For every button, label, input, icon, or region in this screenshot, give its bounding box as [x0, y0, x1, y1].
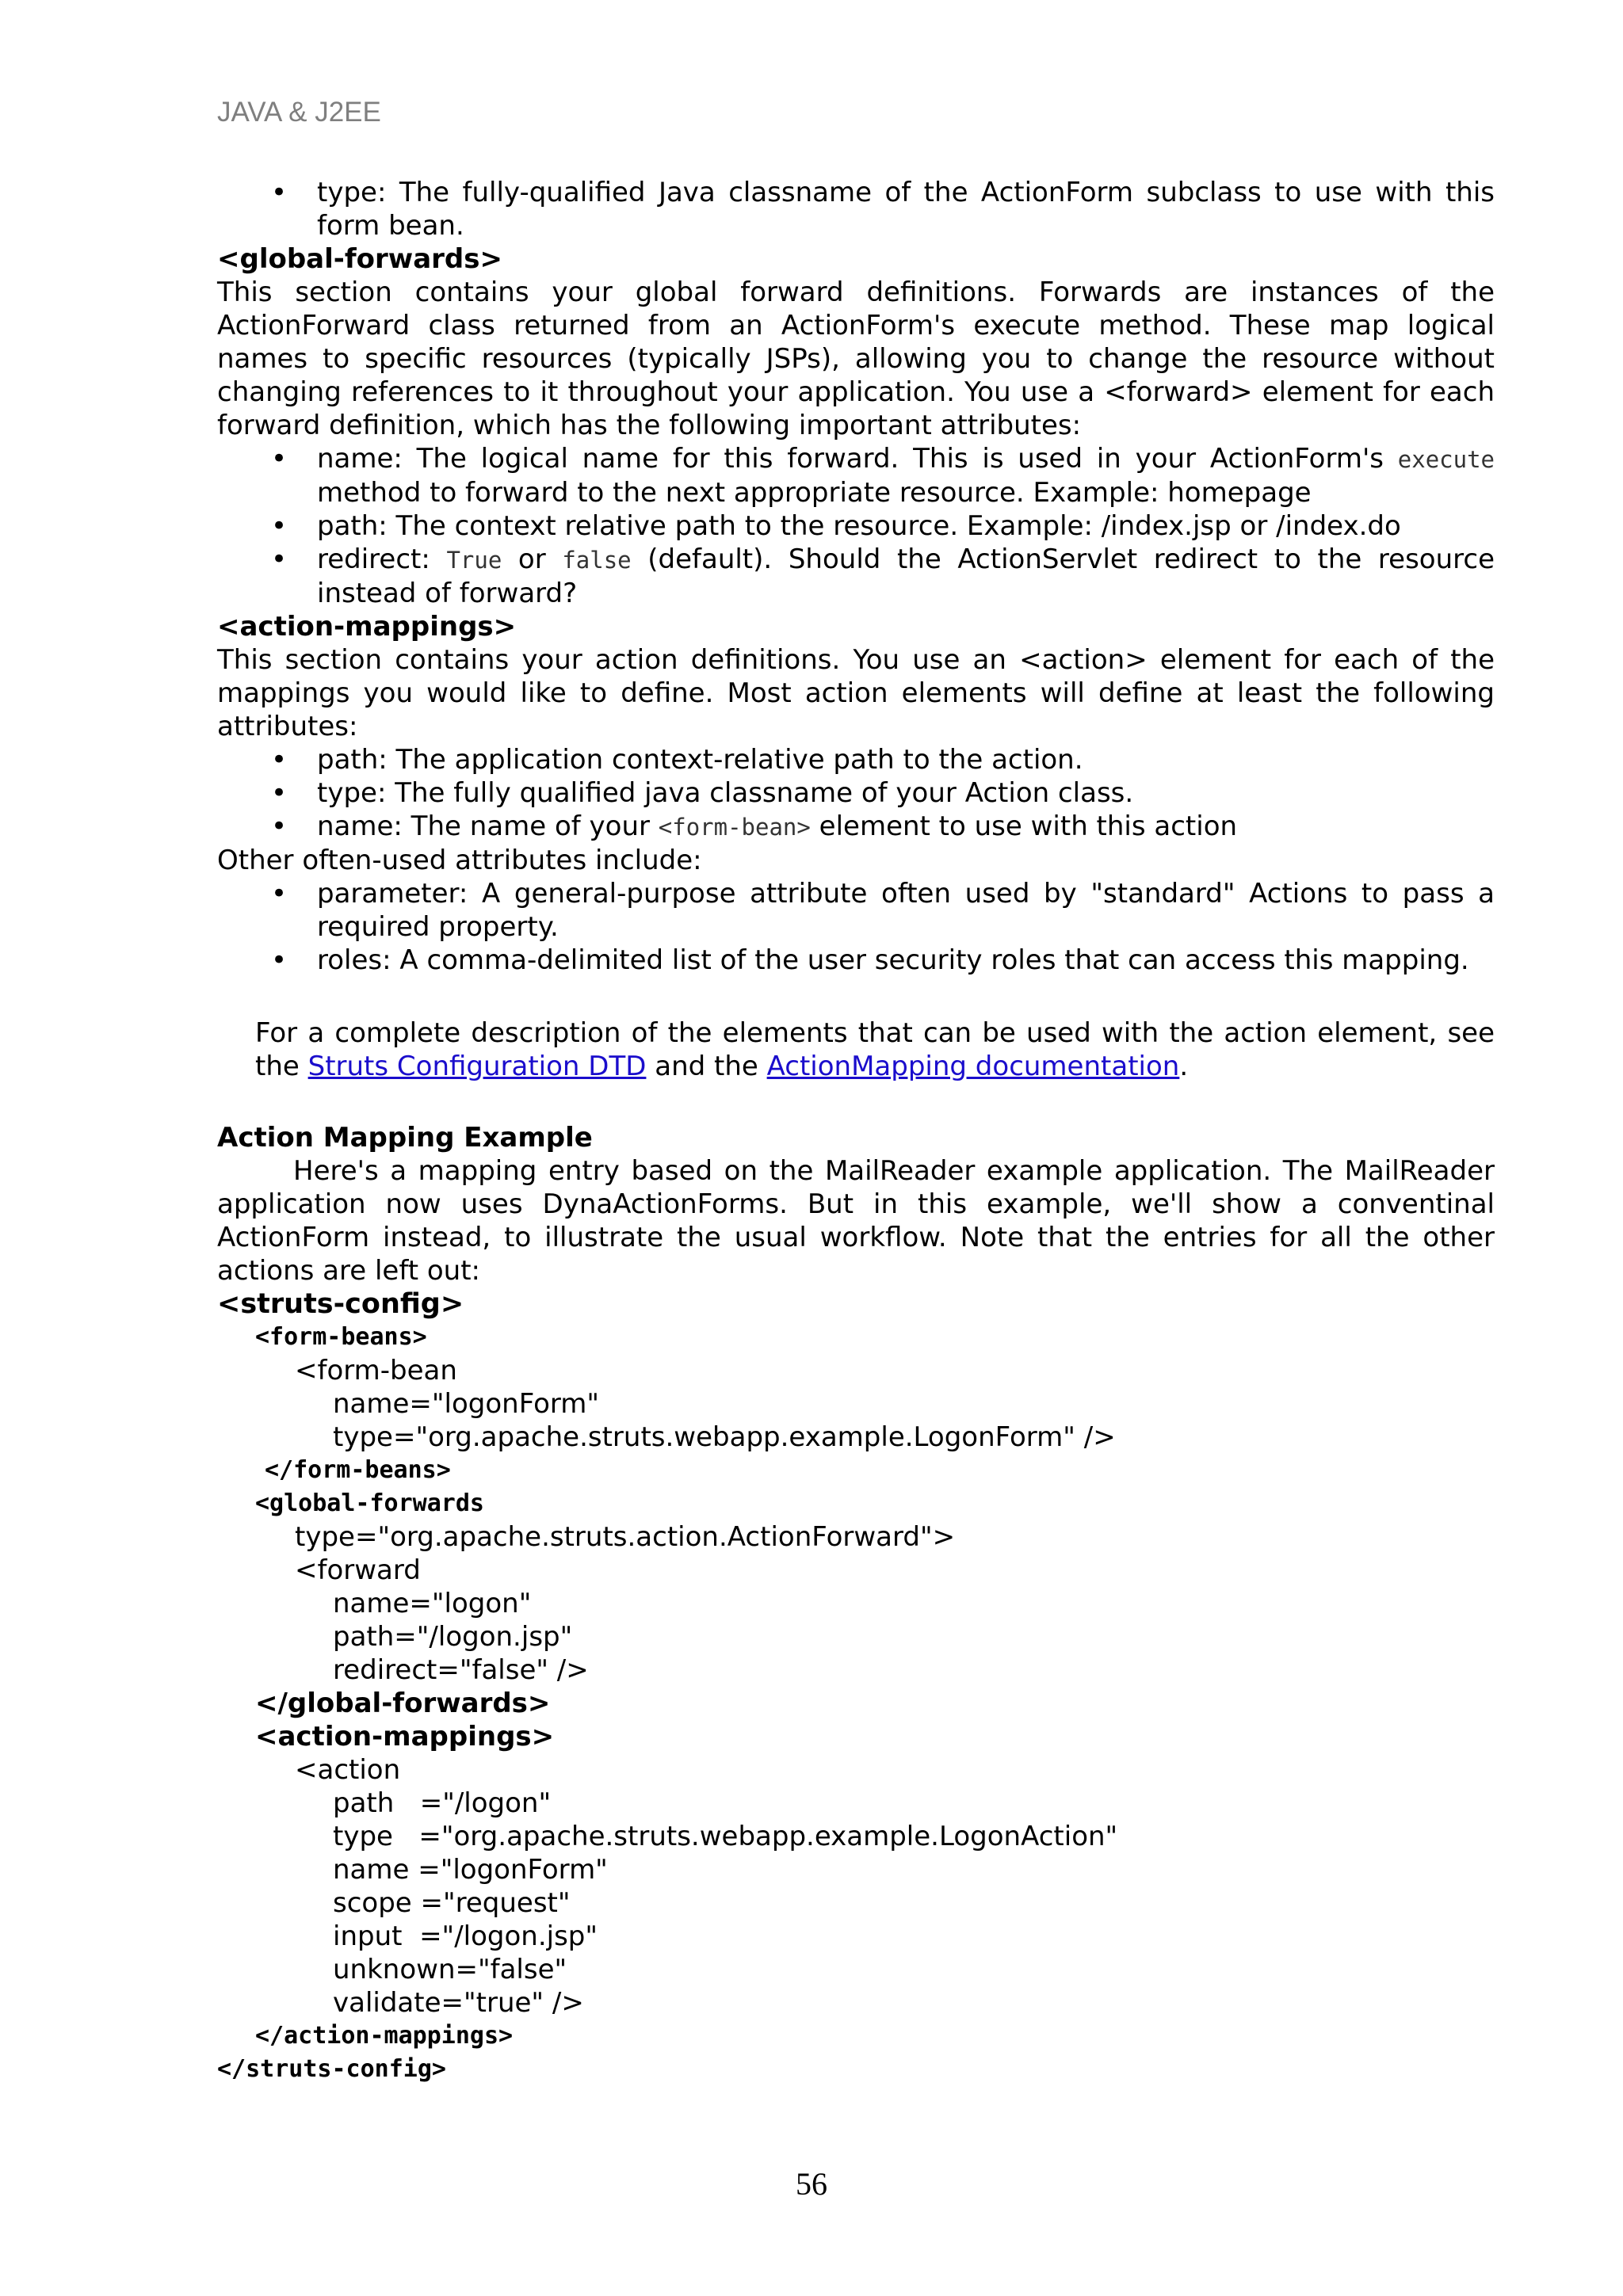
code-line: input ="/logon.jsp"	[333, 1920, 598, 1952]
list-item: • type: The fully-qualified Java classname of the ActionForm subclass to use with this form bean.	[217, 176, 1495, 242]
code-line: name="logonForm"	[333, 1388, 600, 1420]
code-line: <form-beans>	[255, 1323, 427, 1351]
code-line: redirect="false" />	[333, 1654, 589, 1686]
section-heading-global-forwards: <global-forwards>	[217, 243, 502, 275]
text: name: The name of your	[317, 810, 659, 842]
code-line: name ="logonForm"	[333, 1854, 608, 1886]
paragraph: Here's a mapping entry based on the MailReader example application. The MailReader application now uses DynaActionForms. But in this example, we'll show a conventinal ActionForm instead, to illustrate the usual workflow. Note that the entries for all the other actions are left out:	[217, 1155, 1495, 1287]
text: method to forward to the next appropriate resource. Example: homepage	[317, 477, 1312, 509]
text: (default). Should the ActionServlet redirect to the resource instead of forward?	[317, 543, 1495, 609]
section-heading-action-mappings: <action-mappings>	[217, 611, 517, 643]
section-heading-action-mapping-example: Action Mapping Example	[217, 1122, 593, 1154]
paragraph: This section contains your action definitions. You use an <action> element for each of the mappings you would like to define. Most action elements will define at least the following attributes:	[217, 644, 1495, 742]
code-line: scope ="request"	[333, 1887, 571, 1919]
page-number: 56	[796, 2166, 827, 2202]
bullet-list	[217, 743, 1495, 844]
list-item: • roles: A comma-delimited list of the user security roles that can access this mapping.	[217, 944, 1495, 977]
code-line: </form-beans>	[265, 1456, 451, 1484]
paragraph: Other often-used attributes include:	[217, 845, 702, 876]
struts-configuration-dtd-link[interactable]: Struts Configuration DTD	[307, 1051, 647, 1082]
code-line: </global-forwards>	[255, 1688, 551, 1719]
code-text: <form-bean>	[658, 814, 811, 841]
code-line: validate="true" />	[333, 1987, 584, 2019]
page-body	[217, 176, 1495, 2086]
actionmapping-documentation-link[interactable]: ActionMapping documentation	[766, 1051, 1180, 1082]
code-line: <form-bean	[295, 1355, 457, 1386]
list-item: • parameter: A general-purpose attribute often used by "standard" Actions to pass a required property.	[217, 877, 1495, 944]
text: and the	[646, 1051, 767, 1082]
code-line: type="org.apache.struts.action.ActionForward">	[295, 1521, 956, 1553]
text: or	[502, 543, 563, 575]
code-line: <struts-config>	[217, 1288, 464, 1320]
code-line: </action-mappings>	[255, 2022, 514, 2050]
bullet-list	[217, 877, 1495, 977]
page-header: JAVA & J2EE	[217, 97, 381, 128]
code-line: <forward	[295, 1554, 421, 1586]
code-line: unknown="false"	[333, 1954, 567, 1985]
list-item: • type: The fully qualified java classname of your Action class.	[217, 776, 1495, 810]
code-text: execute	[1397, 446, 1495, 473]
text: .	[1179, 1051, 1189, 1082]
list-item: • path: The application context-relative path to the action.	[217, 743, 1495, 776]
spacer	[217, 977, 1495, 1016]
code-line: path ="/logon"	[333, 1787, 552, 1819]
bullet-list	[217, 442, 1495, 610]
code-line: </struts-config>	[217, 2055, 446, 2083]
paragraph: This section contains your global forward definitions. Forwards are instances of the ActionForward class returned from an ActionForm's execute method. These map logical names to specific resources (typically JSPs), allowing you to change the resource without changing references to it throughout your application. You use a <forward> element for each forward definition, which has the following important attributes:	[217, 277, 1495, 441]
code-text: false	[562, 547, 632, 574]
spacer	[217, 1083, 1495, 1121]
code-line: <action	[295, 1754, 401, 1786]
paragraph-complete-description	[217, 1016, 1495, 1083]
text: For a complete description of the elements that can be used with the action element, see the	[255, 1017, 1495, 1082]
list-item	[217, 442, 1495, 509]
list-item: • path: The context relative path to the resource. Example: /index.jsp or /index.do	[217, 509, 1495, 543]
code-listing	[217, 1287, 1495, 2086]
code-line: <global-forwards	[255, 1489, 484, 1517]
code-line: type="org.apache.struts.webapp.example.LogonForm" />	[333, 1421, 1116, 1453]
code-line: <action-mappings>	[255, 1721, 555, 1753]
list-item	[217, 810, 1495, 844]
code-line: path="/logon.jsp"	[333, 1621, 573, 1653]
code-line: type ="org.apache.struts.webapp.example.LogonAction"	[333, 1821, 1118, 1852]
text: redirect:	[317, 543, 447, 575]
code-line: name="logon"	[333, 1588, 532, 1619]
bullet-list	[217, 176, 1495, 242]
list-item	[217, 543, 1495, 610]
code-text: True	[446, 547, 502, 574]
text: name: The logical name for this forward. This is used in your ActionForm's	[317, 443, 1398, 475]
text: element to use with this action	[810, 810, 1238, 842]
